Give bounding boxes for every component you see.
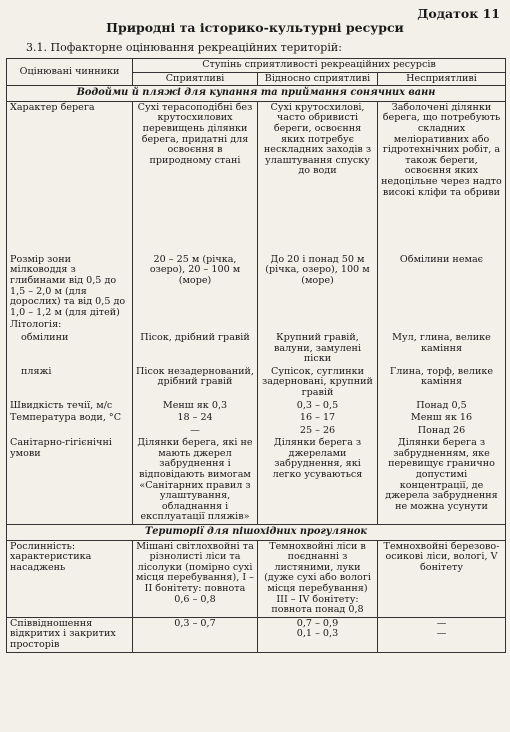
factor-flow: Швидкість течії, м/с <box>7 400 133 413</box>
cell-line: 0,1 – 0,3 <box>296 628 339 640</box>
cell: Обмілини немає <box>378 254 506 320</box>
cell: Супісок, суглинки задерновані, крупний гравій <box>258 366 378 400</box>
cell: Сухі терасоподібні без крутосхилових перевищень ділянки берега, придатні для освоєння в природному стані <box>133 101 258 254</box>
cell-line: — <box>436 617 447 629</box>
factor-sanitary: Санітарно-гігієнічні умови <box>7 437 133 524</box>
cell: Менш як 0,3 <box>133 400 258 413</box>
table-header-row <box>7 59 506 73</box>
cell: Ділянки берега з забрудненням, яке перевищує гранично допустимі концентрації, де джерела забруднення не можна усунути <box>378 437 506 524</box>
table-row <box>7 412 506 425</box>
factor-shoals: обмілини <box>7 332 133 366</box>
page-title: Природні та історико-культурні ресурси <box>106 20 404 35</box>
cell: Ділянки берега, які не мають джерел забруднення і відповідають вимогам «Санітарних правил з улаштування, обладнання і експлуатації пляжів» <box>133 437 258 524</box>
section-walking: Території для пішохідних прогулянок <box>7 525 506 541</box>
cell: 0,3 – 0,5 <box>258 400 378 413</box>
cell-line: — <box>436 628 447 640</box>
section-row <box>7 525 506 541</box>
table-row <box>7 400 506 413</box>
factor-open-closed-ratio: Співвідношення відкритих і закритих просторів <box>7 617 133 652</box>
header-unfavorable: Несприятливі <box>378 72 506 86</box>
table-row <box>7 540 506 617</box>
table-row <box>7 332 506 366</box>
cell: Сухі крутосхилові, часто обривисті береги, освоєння яких потребує нескладних заходів з улаштування спуску до води <box>258 101 378 254</box>
cell: Понад 26 <box>378 425 506 438</box>
cell-line: 0,7 – 0,9 <box>296 617 339 629</box>
cell: Понад 0,5 <box>378 400 506 413</box>
header-group: Ступінь сприятливості рекреаційних ресурсів <box>133 59 506 73</box>
factor-shallow: Розмір зони мілководдя з глибинами від 0,5 до 1,5 – 2,0 м (для дорослих) та від 0,5 до 1,0 – 1,2 м (для дітей) <box>7 254 133 320</box>
cell: Крупний гравій, валуни, замулені піски <box>258 332 378 366</box>
cell: До 20 і понад 50 м (річка, озеро), 100 м (море) <box>258 254 378 320</box>
cell: Мішані світлохвойні та різнолисті ліси та лісолуки (помірно сухі місця перебування), І – ІІ бонітету: повнота 0,6 – 0,8 <box>133 540 258 617</box>
appendix-label: Додаток 11 <box>417 6 500 21</box>
header-relatively-favorable: Відносно сприятливі <box>258 72 378 86</box>
cell <box>378 617 506 652</box>
cell: 18 – 24 <box>133 412 258 425</box>
cell: Глина, торф, велике каміння <box>378 366 506 400</box>
cell: 16 – 17 <box>258 412 378 425</box>
header-factors: Оцінювані чинники <box>7 59 133 86</box>
factor-beaches: пляжі <box>7 366 133 400</box>
cell: Темнохвойні ліси в поєднанні з листяними, луки (дуже сухі або вологі місця перебування) ІІІ – ІV бонітету: повнота понад 0,8 <box>258 540 378 617</box>
factor-vegetation: Рослинність: характеристика насаджень <box>7 540 133 617</box>
cell: Темнохвойні березово-осикові ліси, вологі, V бонітету <box>378 540 506 617</box>
table-row <box>7 254 506 320</box>
cell: 0,3 – 0,7 <box>133 617 258 652</box>
header-favorable: Сприятливі <box>133 72 258 86</box>
table-caption: 3.1. Пофакторне оцінювання рекреаційних територій: <box>26 41 342 54</box>
cell: Заболочені ділянки берега, що потребують складних меліоративних або гідротехнічних робіт, а також береги, освоєння яких недоцільне через надто високі кліфи та обриви <box>378 101 506 254</box>
factor-lithology: Літологія: <box>7 319 133 332</box>
cell <box>258 617 378 652</box>
cell: Менш як 16 <box>378 412 506 425</box>
section-water-beaches: Водойми й пляжі для купання та приймання сонячних ванн <box>7 86 506 102</box>
factor-temperature: Температура води, °С <box>7 412 133 437</box>
table-row <box>7 101 506 254</box>
cell: Мул, глина, велике каміння <box>378 332 506 366</box>
table-row <box>7 437 506 524</box>
section-row <box>7 86 506 102</box>
table-row <box>7 319 506 332</box>
cell: Пісок незадернований, дрібний гравій <box>133 366 258 400</box>
cell: Ділянки берега з джерелами забруднення, які легко усуваються <box>258 437 378 524</box>
factor-shore: Характер берега <box>7 101 133 254</box>
table-row <box>7 617 506 652</box>
cell: 20 – 25 м (річка, озеро), 20 – 100 м (море) <box>133 254 258 320</box>
assessment-table <box>6 58 506 653</box>
table-row <box>7 366 506 400</box>
cell: 25 – 26 <box>258 425 378 438</box>
cell: Пісок, дрібний гравій <box>133 332 258 366</box>
cell: — <box>133 425 258 438</box>
